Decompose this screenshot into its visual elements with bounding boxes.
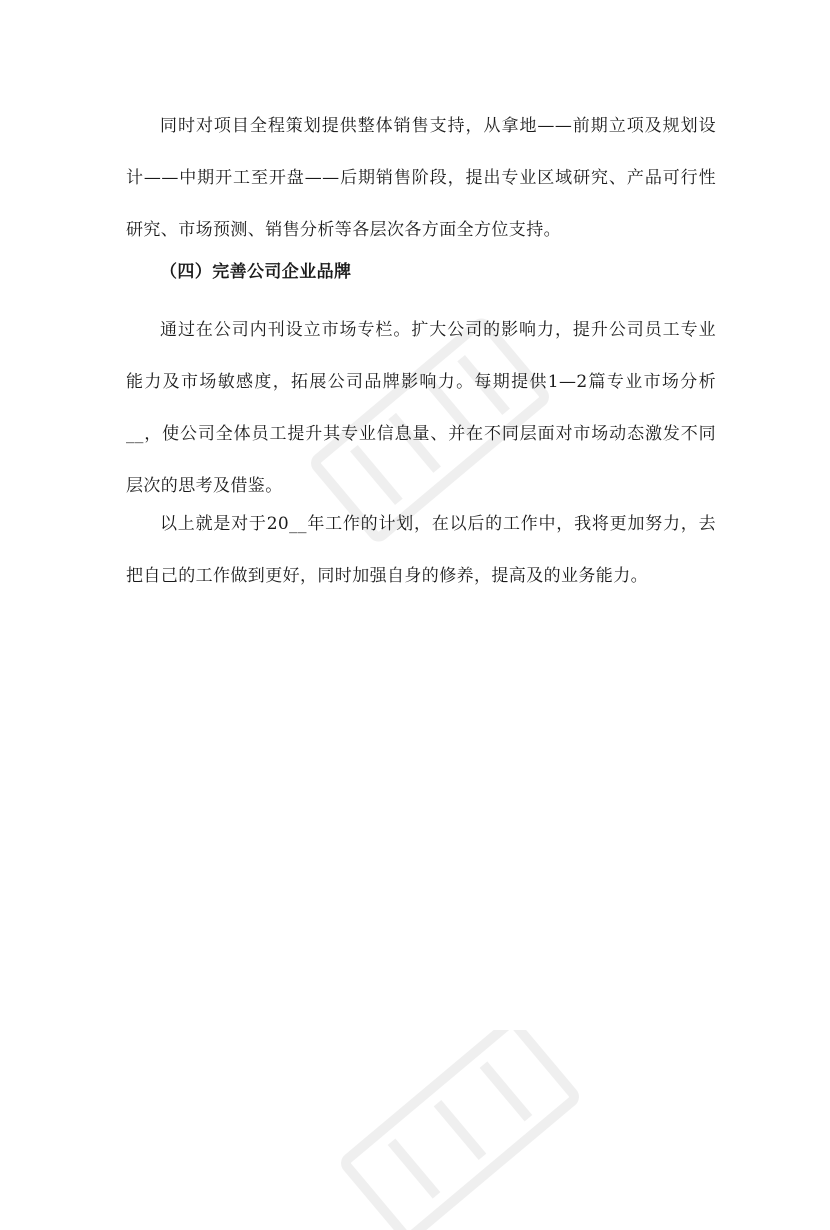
section-heading-brand: （四）完善公司企业品牌	[160, 262, 352, 282]
watermark-logo-bottom	[330, 1030, 590, 1230]
paragraph-internal-magazine	[126, 304, 716, 512]
paragraph-text: 通过在公司内刊设立市场专栏。扩大公司的影响力，提升公司员工专业能力及市场敏感度，拓展公司品牌影响力。每期提供1—2篇专业市场分析__，使公司全体员工提升其专业信息量、并在不同层面对市场动态激发不同层次的思考及借鉴。	[126, 320, 716, 496]
paragraph-sales-support	[126, 100, 716, 256]
paragraph-text: 以上就是对于20__年工作的计划，在以后的工作中，我将更加努力，去把自己的工作做到更好，同时加强自身的修养，提高及的业务能力。	[126, 514, 716, 586]
paragraph-text: 同时对项目全程策划提供整体销售支持，从拿地——前期立项及规划设计——中期开工至开盘——后期销售阶段，提出专业区域研究、产品可行性研究、市场预测、销售分析等各层次各方面全方位支持。	[126, 116, 716, 240]
paragraph-conclusion	[126, 498, 716, 602]
